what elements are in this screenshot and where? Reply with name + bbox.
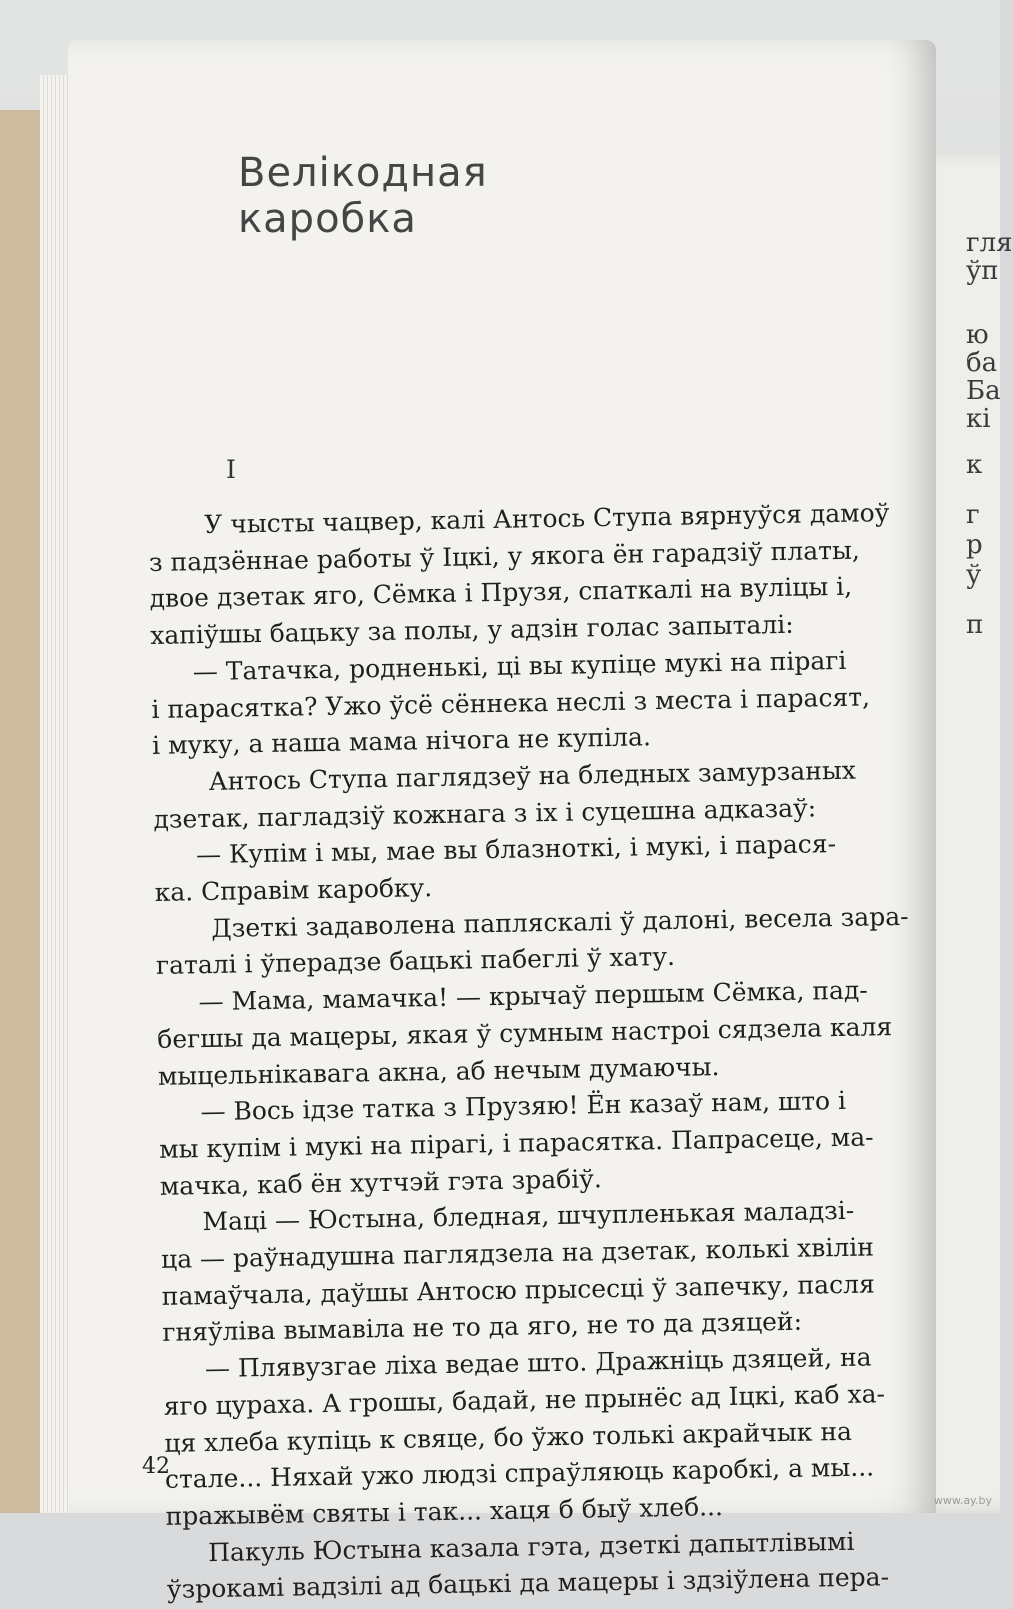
text-line: — Татачка, родненькі, ці вы купіце мукі на пірагі (192, 645, 847, 687)
facing-page-fragment: ю (966, 320, 989, 350)
facing-page-fragment: ўп (966, 256, 999, 286)
text-line: яго цураха. А грошы, бадай, не прынёс ад Іцкі, каб ха- (163, 1379, 886, 1421)
text-line: памаўчала, даўшы Антосю прысесці ў запечку, пасля (161, 1269, 875, 1311)
text-line: Антось Ступа паглядзеў на бледных замурзаных (208, 755, 857, 796)
facing-page-fragment: г (966, 500, 980, 530)
text-line: Пакуль Юстына казала гэта, дзеткі дапытлівымі (207, 1526, 855, 1567)
chapter-number: I (226, 455, 236, 484)
text-line: — Вось ідзе татка з Прузяю! Ён казаў нам, што і (200, 1086, 847, 1127)
text-line: Маці — Юстына, бледная, шчупленькая маладзі- (202, 1196, 855, 1237)
text-line: і парасятка? Ужо ўсё сённека неслі з места і парасят, (151, 681, 871, 724)
text-line: пражывём святы і так... хаця б быў хлеб... (165, 1492, 724, 1531)
text-line: дзетак, пагладзіў кожнага з іх і суцешна адказаў: (153, 793, 817, 834)
facing-page-fragment: гля (966, 228, 1013, 258)
facing-page-fragment: п (966, 610, 984, 640)
facing-page-fragment: ў (966, 560, 982, 590)
text-line: ка. Справім каробку. (154, 873, 433, 907)
facing-page-fragment: р (966, 530, 983, 560)
body-text (148, 494, 947, 1609)
text-line: ця хлеба купіць к свяце, бо ўжо толькі акрайчык на (164, 1416, 853, 1458)
story-title (238, 150, 488, 242)
text-line: гняўліва вымавіла не то да яго, не то да дзяцей: (162, 1307, 803, 1348)
text-line: і муку, а наша мама нічога не купіла. (151, 722, 652, 761)
text-line: — Купім і мы, мае вы блазноткі, і мукі, і парася- (195, 829, 837, 870)
text-line: — Мама, мамачка! — крычаў першым Сёмка, пад- (198, 975, 868, 1017)
text-line: ца — раўнадушна паглядзела на дзетак, колькі хвілін (160, 1232, 875, 1274)
text-line: бегшы да мацеры, якая ў сумным настроі сядзела каля (157, 1011, 893, 1054)
text-line: з падзённае работы ў Іцкі, у якога ён гарадзіў платы, (148, 535, 861, 577)
text-line: мачка, каб ён хутчэй гэта зрабіў. (159, 1163, 603, 1201)
story-title-line: Велікодная (238, 150, 488, 196)
facing-page-fragment: Ба (966, 376, 1001, 406)
text-line: Дзеткі задаволена папляскалі ў далоні, весела зара- (211, 901, 909, 943)
story-title-line: каробка (238, 196, 417, 242)
page-number: 42 (142, 1454, 170, 1479)
text-line: мы купім і мукі на пірагі, і парасятка. Папрасеце, ма- (158, 1122, 874, 1164)
facing-page-fragment: кі (966, 404, 991, 434)
facing-page-fragment: ба (966, 348, 998, 378)
watermark: www.ay.by (933, 1494, 992, 1507)
text-line: гаталі і ўперадзе бацькі пабеглі ў хату. (155, 942, 676, 981)
text-line: двое дзетак яго, Сёмка і Прузя, спаткалі на вуліцы і, (149, 572, 853, 614)
text-line: У чысты чацвер, калі Антось Ступа вярнуўся дамоў (204, 498, 890, 540)
text-line: стале... Няхай ужо людзі спраўляюць каробкі, а мы... (164, 1452, 875, 1495)
text-line: мыцельнікавага акна, аб нечым думаючы. (157, 1051, 720, 1091)
text-line: ўзрокамі вадзілі ад бацькі да мацеры і здзіўлена пера- (166, 1562, 890, 1605)
text-line: хапіўшы бацьку за полы, у адзін голас запыталі: (149, 609, 794, 651)
facing-page-fragment: к (966, 450, 983, 480)
text-line: — Плявузгае ліха ведае што. Дражніць дзяцей, на (204, 1342, 872, 1384)
